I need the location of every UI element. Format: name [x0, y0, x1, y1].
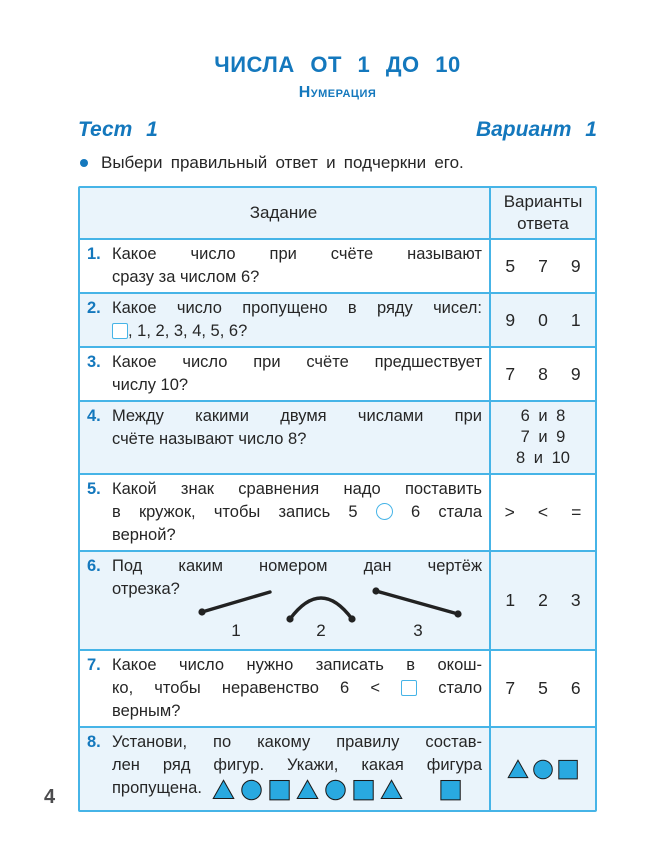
question-cell [80, 475, 491, 550]
comparison-circle[interactable] [376, 503, 393, 520]
answer-option[interactable]: 5 [505, 255, 516, 276]
answer-options [505, 502, 582, 523]
question-text: счёте называют число 8? [112, 430, 307, 448]
square-icon [439, 778, 462, 801]
question-line [112, 243, 482, 266]
answer-options [516, 406, 570, 469]
question-body [112, 243, 482, 289]
answers-cell [491, 402, 595, 473]
answer-options [505, 364, 580, 385]
answer-option-square-icon[interactable] [557, 758, 579, 780]
table-row [80, 649, 595, 726]
question-line [112, 777, 482, 801]
question-number: 6. [87, 557, 101, 575]
question-text: числу 10? [112, 376, 189, 394]
question-line [112, 297, 482, 320]
question-text: Какое число при счёте называют [112, 245, 482, 263]
table-row [80, 238, 595, 292]
answer-options [505, 590, 580, 611]
question-cell [80, 294, 491, 346]
question-text: верной? [112, 526, 176, 544]
instruction-text: Выбери правильный ответ и подчеркни его. [101, 153, 464, 172]
answer-option[interactable]: 8 и 10 [516, 449, 570, 467]
answers-cell [491, 651, 595, 726]
question-line [112, 677, 482, 700]
answer-option[interactable]: > [504, 502, 515, 522]
question-cell [80, 651, 491, 726]
answers-cell [491, 552, 595, 649]
answer-option[interactable]: 6 [570, 678, 581, 698]
answer-option[interactable]: < [537, 502, 549, 522]
answer-option-triangle-icon[interactable] [507, 758, 529, 780]
question-number: 5. [87, 480, 101, 498]
answer-option[interactable]: 6 и 8 [520, 407, 566, 425]
table-header-row [80, 188, 595, 238]
question-line [112, 731, 482, 754]
answer-option-circle-icon[interactable] [532, 758, 554, 780]
question-text: отрезка? [112, 580, 180, 598]
variant-label: Вариант 1 [475, 118, 597, 141]
answer-option[interactable]: = [571, 502, 582, 522]
question-line [112, 555, 482, 578]
question-body [112, 731, 482, 801]
question-number: 1. [87, 245, 101, 263]
question-cell [80, 348, 491, 400]
question-body [112, 405, 482, 451]
square-icon [352, 778, 375, 801]
table-row [80, 346, 595, 400]
triangle-icon [212, 778, 235, 801]
answer-options [505, 678, 580, 699]
question-body [112, 351, 482, 397]
answers-header-cell [491, 188, 595, 238]
question-text: 6 стала [392, 503, 482, 521]
answer-option[interactable]: 9 [570, 255, 581, 276]
question-line [112, 700, 482, 723]
question-line [112, 405, 482, 428]
test-number-label: Тест 1 [78, 118, 158, 141]
question-number: 8. [87, 733, 101, 751]
question-number: 7. [87, 656, 101, 674]
question-line [112, 524, 482, 547]
question-text: лен ряд фигур. Укажи, какая фигура [112, 756, 482, 774]
task-column-header: Задание [249, 203, 318, 222]
question-body [112, 654, 482, 723]
svg-text:1: 1 [231, 621, 241, 639]
question-line [112, 266, 482, 289]
question-line [112, 320, 482, 343]
table-row [80, 400, 595, 473]
question-line [112, 654, 482, 677]
answer-option[interactable]: 7 [505, 678, 516, 698]
answers-cell [491, 475, 595, 550]
question-text: стало [417, 679, 482, 697]
circle-icon [240, 778, 263, 801]
question-cell [80, 402, 491, 473]
answers-cell [491, 348, 595, 400]
question-cell [80, 728, 491, 810]
table-row [80, 550, 595, 649]
question-body [112, 555, 482, 646]
question-text: , 1, 2, 3, 4, 5, 6? [128, 322, 248, 340]
table-row [80, 726, 595, 810]
question-line [112, 754, 482, 777]
question-text: в кружок, чтобы запись 5 [112, 503, 376, 521]
answer-option[interactable]: 9 [505, 309, 516, 330]
question-line [112, 351, 482, 374]
question-text: Какое число пропущено в ряду чисел: [112, 299, 482, 317]
answer-option[interactable]: 7 и 9 [520, 428, 566, 446]
page-number: 4 [44, 786, 56, 808]
question-body [112, 478, 482, 547]
task-header-cell [80, 188, 491, 238]
question-cell [80, 552, 491, 649]
answer-option[interactable]: 0 [538, 309, 548, 330]
test-variant-row [78, 118, 597, 142]
answers-column-header: Варианты ответа [503, 192, 583, 233]
question-text: Какое число нужно записать в окош- [112, 656, 482, 674]
question-text: Между какими двумя числами при [112, 407, 482, 425]
answer-window-box[interactable] [112, 323, 128, 339]
questions-table [78, 186, 597, 812]
answer-option[interactable]: 3 [570, 590, 581, 610]
question-text: Какой знак сравнения надо поставить [112, 480, 482, 498]
question-number: 4. [87, 407, 101, 425]
table-row [80, 292, 595, 346]
question-text: сразу за числом 6? [112, 268, 260, 286]
question-line [112, 478, 482, 501]
question-text: верным? [112, 702, 181, 720]
bullet-icon [80, 159, 88, 167]
question-body [112, 297, 482, 343]
answers-cell [491, 728, 595, 810]
svg-text:2: 2 [316, 621, 326, 639]
question-line [112, 428, 482, 451]
svg-text:3: 3 [413, 621, 423, 639]
answers-cell [491, 240, 595, 292]
section-title: ЧИСЛА ОТ 1 ДО 10 [214, 52, 461, 77]
answer-options [505, 256, 580, 277]
segments-drawing [190, 579, 475, 646]
question-number: 3. [87, 353, 101, 371]
shape-sequence [212, 778, 462, 801]
question-text: ко, чтобы неравенство 6 < [112, 679, 402, 697]
question-number: 2. [87, 299, 101, 317]
answer-option[interactable]: 9 [570, 363, 581, 384]
table-row [80, 473, 595, 550]
question-cell [80, 240, 491, 292]
question-line [112, 578, 482, 646]
answer-option[interactable]: 5 [538, 678, 548, 698]
answer-option[interactable]: 8 [538, 363, 548, 384]
answer-options [505, 310, 580, 331]
square-icon [268, 778, 291, 801]
question-text: Под каким номером дан чертёж [112, 557, 482, 575]
question-line [112, 374, 482, 397]
answer-option[interactable]: 1 [505, 590, 516, 610]
question-text: пропущена. [112, 779, 202, 797]
question-text: Какое число при счёте предшествует [112, 353, 482, 371]
triangle-icon [296, 778, 319, 801]
answer-option[interactable]: 7 [505, 363, 516, 384]
instruction-row [78, 153, 597, 173]
triangle-icon [380, 778, 403, 801]
circle-icon [324, 778, 347, 801]
question-line [112, 501, 482, 524]
answer-option[interactable]: 1 [570, 309, 581, 330]
question-text: Установи, по какому правилу состав- [112, 733, 482, 751]
section-subtitle: Нумерация [298, 84, 377, 101]
answers-cell [491, 294, 595, 346]
page-content [78, 52, 597, 812]
answer-option[interactable]: 2 [538, 590, 548, 610]
answer-options [507, 758, 579, 780]
answer-option[interactable]: 7 [538, 255, 548, 276]
answer-window-box[interactable] [401, 680, 417, 696]
